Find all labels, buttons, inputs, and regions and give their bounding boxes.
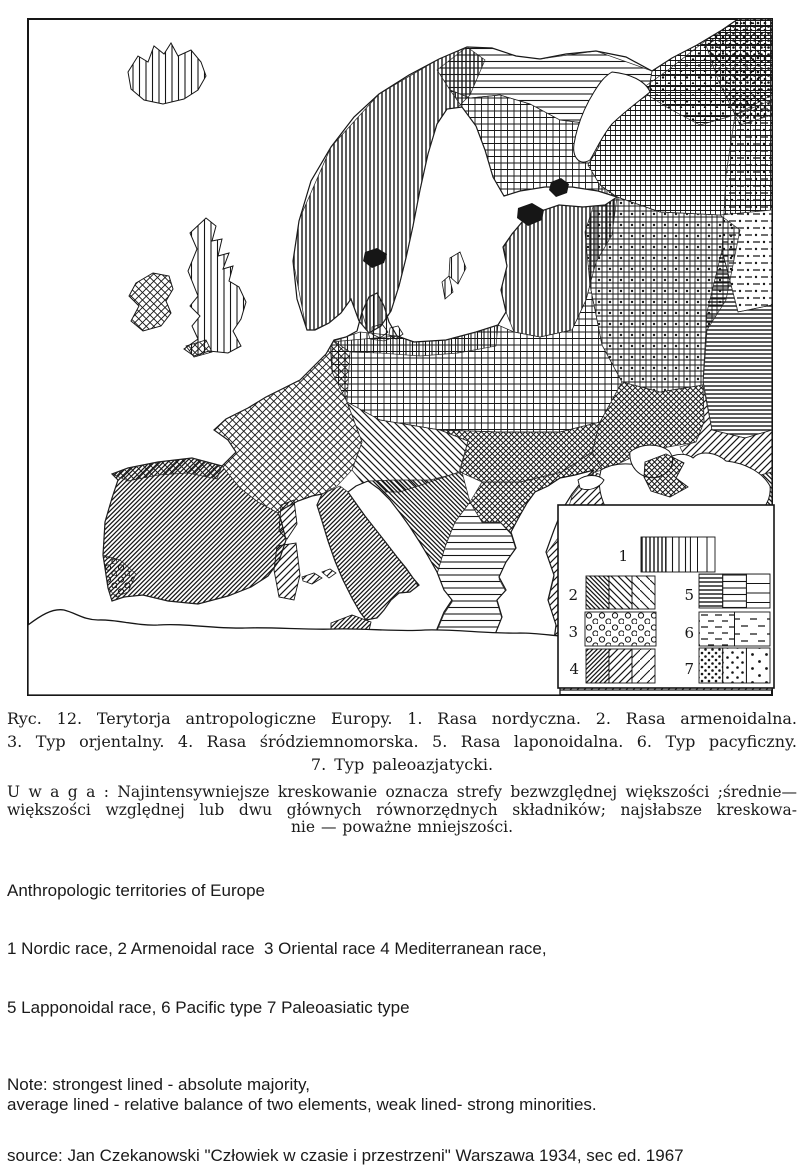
legend-number-3: 3 — [568, 623, 578, 641]
legend-box — [558, 505, 774, 688]
english-note — [7, 1075, 797, 1114]
english-note-line-1: Note: strongest lined - absolute majority, — [7, 1075, 310, 1094]
corsica — [279, 500, 297, 539]
english-note-line-2: average lined - relative balance of two elements, weak lined- strong minorities. — [7, 1094, 597, 1114]
english-line-2: 5 Lapponoidal race, 6 Pacific type 7 Paleoasiatic type — [7, 997, 410, 1017]
ireland — [129, 273, 173, 331]
legend-swatch-paleoasiatic — [699, 648, 770, 683]
balearic-1 — [302, 573, 322, 584]
legend-swatch-nordic — [641, 537, 715, 572]
caption-line-3: 7. Typ paleoazjatycki. — [310, 755, 494, 774]
legend-number-5: 5 — [684, 586, 694, 604]
legend-swatch-lapponoid — [699, 574, 770, 608]
great-britain — [184, 218, 246, 356]
balearic-2 — [322, 569, 336, 578]
legend-swatch-mediterranean — [586, 649, 655, 683]
iceland — [128, 43, 206, 104]
caption-block — [0, 707, 804, 1166]
polish-note-line-3: nie — poważne mniejszości. — [290, 818, 514, 836]
polish-note-line-2: większości względnej lub dwu głównych równorzędnych składników; najsłabsze kreskowa- — [7, 800, 797, 819]
sardinia — [274, 543, 300, 600]
gotland — [449, 252, 466, 284]
legend-number-6: 6 — [684, 624, 694, 642]
legend-swatch-armenoid — [586, 576, 655, 609]
polish-note-line-1: U w a g a : Najintensywniejsze kreskowanie oznacza strefy bezwzględnej większości ;średnie— — [7, 783, 797, 801]
source-line: source: Jan Czekanowski "Człowiek w czasie i przestrzeni" Warszawa 1934, sec ed. 1967 — [7, 1146, 684, 1165]
polish-note — [7, 784, 797, 837]
english-title: Anthropologic territories of Europe — [7, 880, 265, 900]
legend-number-4: 4 — [569, 660, 579, 678]
oland — [442, 276, 453, 299]
english-line-1: 1 Nordic race, 2 Armenoidal race 3 Oriental race 4 Mediterranean race, — [7, 939, 547, 958]
polish-caption — [7, 707, 797, 776]
caption-line-2: 3. Typ orjentalny. 4. Rasa śródziemnomorska. 5. Rasa laponoidalna. 6. Typ pacyficzny. — [7, 732, 797, 751]
legend-number-1: 1 — [618, 547, 628, 565]
legend-number-2: 2 — [568, 586, 578, 604]
legend-number-7: 7 — [684, 660, 694, 678]
caption-line-1: Ryc. 12. Terytorja antropologiczne Europy. 1. Rasa nordyczna. 2. Rasa armenoidalna. — [7, 709, 797, 728]
legend-swatch-oriental — [585, 612, 656, 646]
english-translation — [7, 842, 797, 1057]
legend-swatch-pacific — [699, 612, 770, 646]
